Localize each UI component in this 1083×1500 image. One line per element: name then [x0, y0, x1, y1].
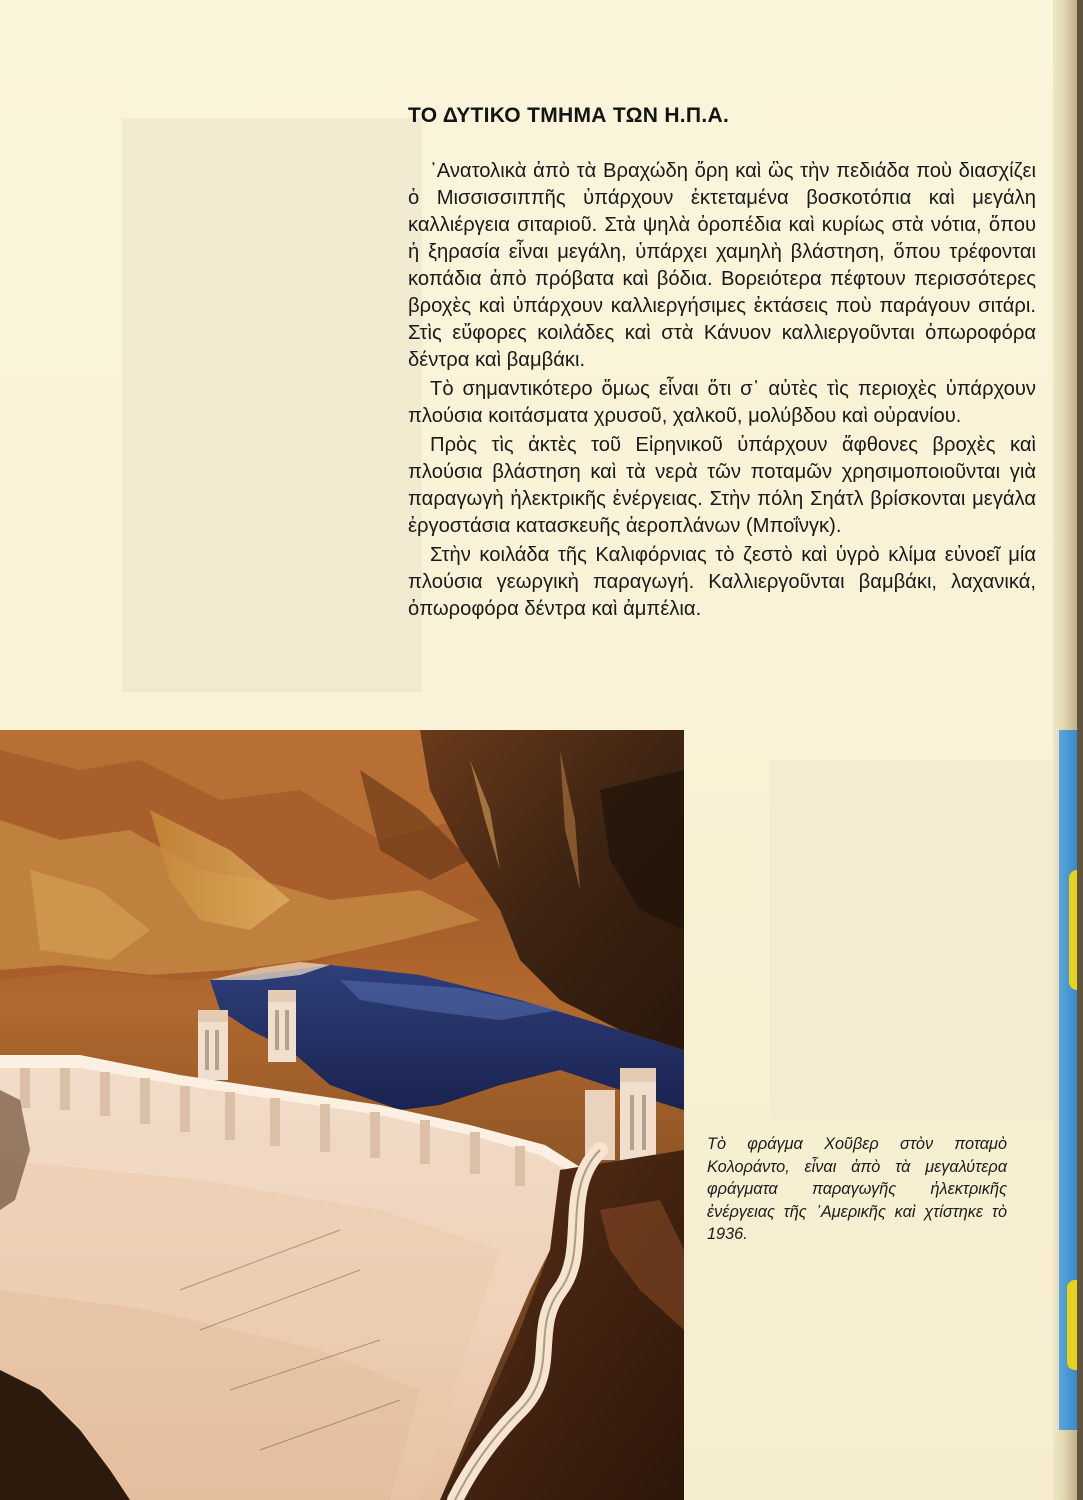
dam-photo: [0, 730, 684, 1500]
paragraph: Τὸ σημαντικότερο ὅμως εἶναι ὅτι σ᾿ αὐτὲς τὶς περιοχὲς ὑπάρχουν πλούσια κοιτάσματα χρυσοῦ, χαλκοῦ, μολύβδου καὶ οὐρανίου.: [408, 378, 1036, 427]
binding-shadow: [1077, 0, 1083, 1500]
paragraph: Στὴν κοιλάδα τῆς Καλιφόρνιας τὸ ζεστὸ καὶ ὑγρὸ κλίμα εὐνοεῖ μία πλούσια γεωργικὴ παραγωγή. Καλλιεργοῦνται βαμβάκι, λαχανικά, ὀπωροφόρα δέντρα καὶ ἀμπέλια.: [408, 544, 1036, 620]
bleed-through-block-right: [770, 760, 1060, 1120]
paragraph: Πρὸς τὶς ἀκτὲς τοῦ Εἰρηνικοῦ ὑπάρχουν ἄφθονες βροχὲς καὶ πλούσια βλάστηση καὶ τὰ νερὰ τῶν ποταμῶν χρησιμοποιοῦνται γιὰ παραγωγὴ ἠλεκτρικῆς ἐνέργειας. Στὴν πόλη Σηάτλ βρίσκονται μεγάλα ἐργοστάσια κατασκευῆς ἀεροπλάνων (Μποΐνγκ).: [408, 434, 1036, 537]
article-body: [408, 158, 1036, 625]
paragraph: ᾿Ανατολικὰ ἀπὸ τὰ Βραχώδη ὄρη καὶ ὣς τὴν πεδιάδα ποὺ διασχίζει ὁ Μισσισσιππῆς ὑπάρχουν ἐκτεταμένα βοσκοτόπια καὶ μεγάλη καλλιέργεια σιταριοῦ. Στὰ ψηλὰ ὀροπέδια καὶ κυρίως στὰ νότια, ὅπου ἡ ξηρασία εἶναι μεγάλη, ὑπάρχει χαμηλὴ βλάστηση, ὅπου τρέφονται κοπάδια ἀπὸ πρόβατα καὶ βόδια. Βορειότερα πέφτουν περισσότερες βροχὲς καὶ ὑπάρχουν καλλιεργήσιμες ἐκτάσεις ποὺ παράγουν σιτάρι. Στὶς εὔφορες κοιλάδες καὶ στὰ Κάνυον καλλιεργοῦνται ὀπωροφόρα δέντρα καὶ βαμβάκι.: [408, 160, 1036, 371]
section-heading: ΤΟ ΔΥΤΙΚΟ ΤΜΗΜΑ ΤΩΝ Η.Π.Α.: [408, 104, 730, 127]
bleed-through-block: [122, 118, 422, 692]
photo-caption: Τὸ φράγμα Χοῦβερ στὸν ποταμὸ Κολοράντο, εἶναι ἀπὸ τὰ μεγαλύτερα φράγματα παραγωγῆς ἠλεκτρικῆς ἐνέργειας τῆς ᾿Αμερικῆς καὶ χτίστηκε τὸ 1936.: [707, 1135, 1007, 1243]
